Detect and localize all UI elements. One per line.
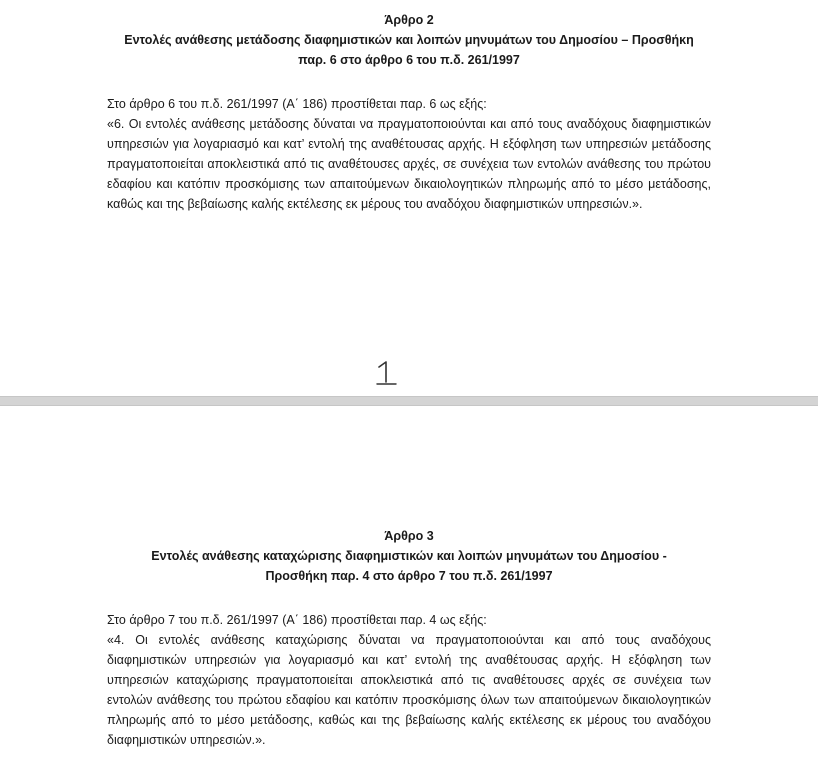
article-2-title-line1: Εντολές ανάθεσης μετάδοσης διαφημιστικών και λοιπών μηνυμάτων του Δημοσίου – Προσθήκη — [124, 33, 694, 47]
article-3-heading — [60, 526, 758, 586]
article-2-body — [107, 94, 711, 214]
article-3-title-line1: Εντολές ανάθεσης καταχώρισης διαφημιστικών και λοιπών μηνυμάτων του Δημοσίου - — [151, 549, 667, 563]
article-3-body — [107, 610, 711, 750]
page-separator — [0, 396, 818, 406]
article-2-intro: Στο άρθρο 6 του π.δ. 261/1997 (Α΄ 186) προστίθεται παρ. 6 ως εξής: — [107, 97, 487, 111]
article-2-heading — [60, 10, 758, 70]
article-3-title-line2: Προσθήκη παρ. 4 στο άρθρο 7 του π.δ. 261/1997 — [265, 569, 553, 583]
article-2-title-line2: παρ. 6 στο άρθρο 6 του π.δ. 261/1997 — [298, 53, 520, 67]
article-3-number: Άρθρο 3 — [384, 529, 434, 543]
article-2-number: Άρθρο 2 — [384, 13, 434, 27]
article-2-quote-text: «6. Οι εντολές ανάθεσης μετάδοσης δύναται να πραγματοποιούνται και από τους αναδόχους διαφημιστικών υπηρεσιών για λογαριασμό και κατ’ εντολή της αναθέτουσας αρχής. Η εξόφληση των υπηρεσιών μετάδοσης πραγματοποιείται αποκλειστικά από τις αναθέτουσες αρχές, σε συνέχεια των εντολών ανάθεσης του πρώτου εδαφίου και κατόπιν προσκόμισης των απαιτούμενων δικαιολογητικών πληρωμής από το μέσο μετάδοσης, καθώς και της βεβαίωσης καλής εκτέλεσης εκ μέρους του αναδόχου διαφημιστικών υπηρεσιών.». — [107, 117, 711, 211]
article-3-quote-text: «4. Οι εντολές ανάθεσης καταχώρισης δύναται να πραγματοποιούνται και από τους αναδόχους διαφημιστικών υπηρεσιών για λογαριασμό και κατ’ εντολή της αναθέτουσας αρχής. Η εξόφληση των υπηρεσιών καταχώρισης πραγματοποιείται αποκλειστικά από τις αναθέτουσες αρχές σε συνέχεια των εντολών ανάθεσης του πρώτου εδαφίου και κατόπιν προσκόμισης όλων των απαιτούμενων δικαιολογητικών πληρωμής από το μέσο μετάδοσης, καθώς και της βεβαίωσης καλής εκτέλεσης εκ μέρους του αναδόχου διαφημιστικών υπηρεσιών.». — [107, 633, 711, 747]
handwritten-page-number-1 — [374, 358, 400, 390]
article-3-quote — [107, 630, 711, 750]
document-page-2 — [0, 406, 818, 768]
article-3-intro: Στο άρθρο 7 του π.δ. 261/1997 (Α΄ 186) προστίθεται παρ. 4 ως εξής: — [107, 613, 487, 627]
article-2-quote — [107, 114, 711, 214]
